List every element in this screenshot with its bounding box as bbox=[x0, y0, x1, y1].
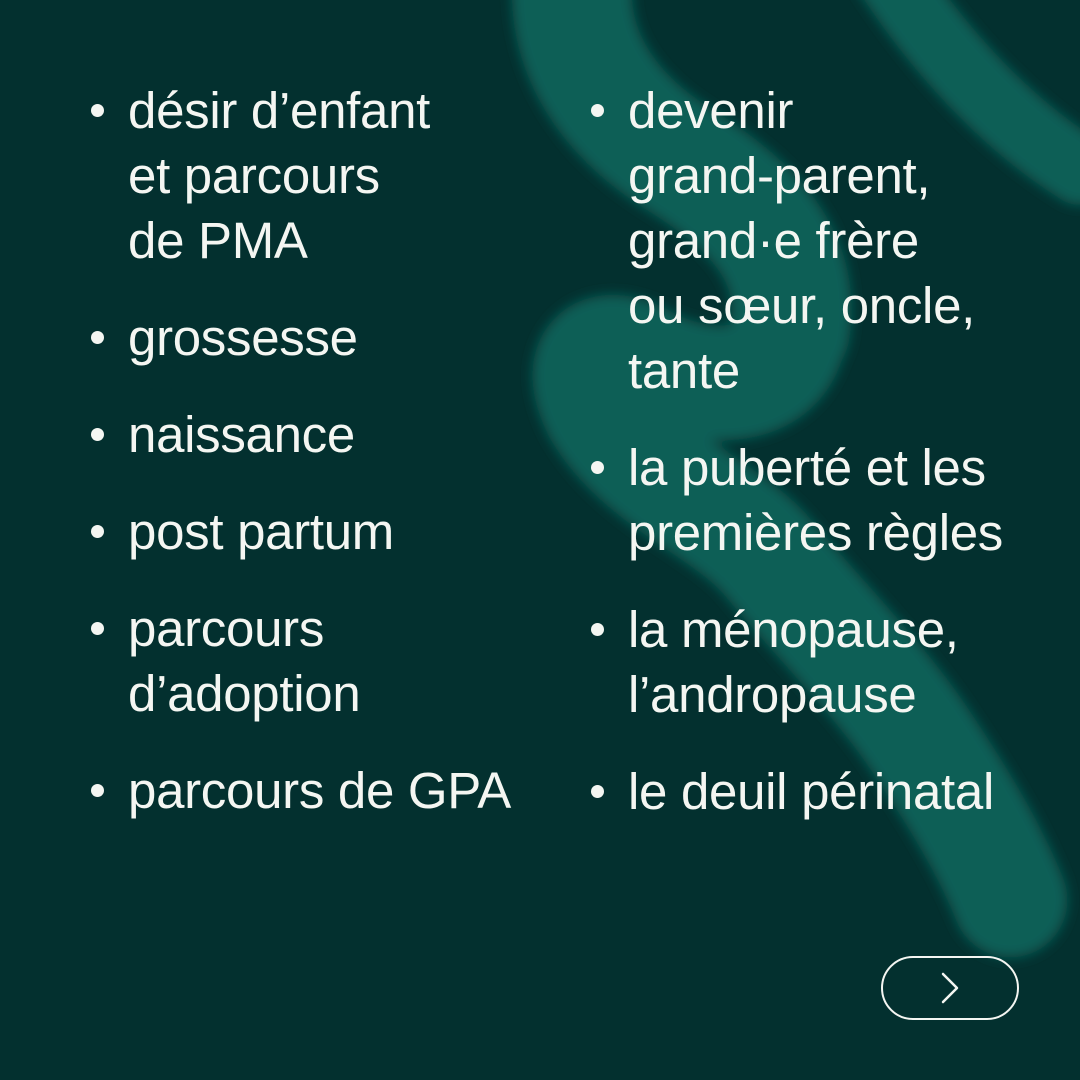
topics-list-left bbox=[86, 78, 546, 823]
list-item bbox=[586, 597, 1066, 727]
bullet bbox=[91, 525, 104, 538]
chevron-right-icon bbox=[939, 971, 961, 1005]
bullet bbox=[591, 104, 604, 117]
list-item bbox=[586, 435, 1066, 565]
item-line: la ménopause, bbox=[628, 601, 959, 658]
bullet bbox=[591, 785, 604, 798]
item-line: d’adoption bbox=[128, 665, 361, 722]
bullet bbox=[91, 104, 104, 117]
item-line: grossesse bbox=[128, 309, 358, 366]
bullet bbox=[91, 622, 104, 635]
list-item bbox=[86, 758, 546, 823]
list-item bbox=[86, 78, 546, 273]
item-line: désir d’enfant bbox=[128, 82, 430, 139]
list-item bbox=[86, 305, 546, 370]
item-line: tante bbox=[628, 342, 740, 399]
item-line: parcours de GPA bbox=[128, 762, 511, 819]
item-line: naissance bbox=[128, 406, 355, 463]
item-line: grand-parent, bbox=[628, 147, 931, 204]
list-item bbox=[586, 78, 1066, 403]
bullet bbox=[91, 784, 104, 797]
list-item bbox=[86, 596, 546, 726]
bullet bbox=[91, 331, 104, 344]
item-line: parcours bbox=[128, 600, 325, 657]
list-item bbox=[86, 402, 546, 467]
item-line: de PMA bbox=[128, 212, 308, 269]
topics-list-right bbox=[586, 78, 1066, 824]
bullet bbox=[91, 428, 104, 441]
bullet bbox=[591, 461, 604, 474]
item-line: premières règles bbox=[628, 504, 1004, 561]
item-line: l’andropause bbox=[628, 666, 917, 723]
item-line: grand·e frère bbox=[628, 212, 919, 269]
list-item bbox=[586, 759, 1066, 824]
bullet bbox=[591, 623, 604, 636]
item-line: post partum bbox=[128, 503, 394, 560]
item-line: la puberté et les bbox=[628, 439, 986, 496]
item-line: devenir bbox=[628, 82, 794, 139]
item-line: ou sœur, oncle, bbox=[628, 277, 975, 334]
next-button[interactable] bbox=[881, 956, 1019, 1020]
item-line: le deuil périnatal bbox=[628, 763, 995, 820]
item-line: et parcours bbox=[128, 147, 380, 204]
list-item bbox=[86, 499, 546, 564]
